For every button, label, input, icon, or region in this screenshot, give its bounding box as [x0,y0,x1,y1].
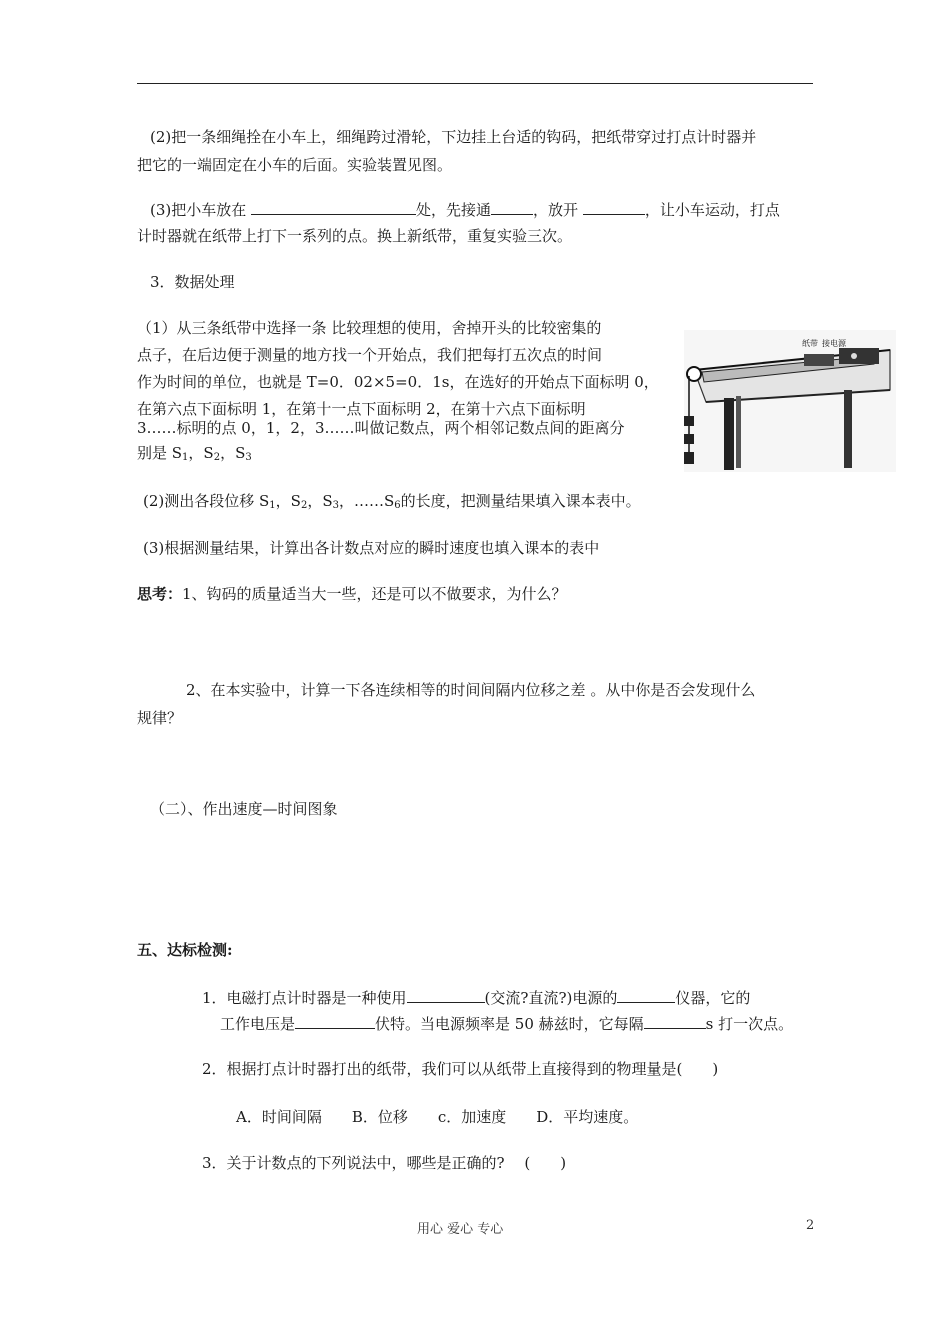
p3-line: (3)根据测量结果，计算出各计数点对应的瞬时速度也填入课本的表中 [143,539,600,557]
p1-line-5: 3……标明的点 0，1，2，3……叫做记数点，两个相邻记数点间的距离分 [137,419,625,437]
step3-line2: 计时器就在纸带上打下一系列的点。换上新纸带，重复实验三次。 [137,227,573,245]
p2-suffix: 的长度，把测量结果填入课本表中。 [400,492,641,510]
figure-label-tape: 纸带 [802,339,818,348]
think-label: 思考： [137,585,183,603]
blank-voltage [295,1012,375,1029]
q1-text-d: 工作电压是 [220,1015,296,1033]
step2-line2: 把它的一端固定在小车的后面。实验装置见图。 [137,156,453,174]
page-number: 2 [806,1218,815,1233]
blank-instrument [617,986,675,1003]
blank-interval [644,1012,706,1029]
step3-text-b: 处，先接通 [416,201,492,219]
think-q2-line2: 规律？ [137,709,183,727]
q1-text-e: 伏特。当电源频率是 50 赫兹时，它每隔 [375,1015,644,1033]
blank-release [583,198,645,215]
assessment-heading: 五、达标检测: [137,941,233,959]
blank-position [251,198,416,215]
q1-text-b: (交流?直流?)电源的 [484,989,618,1007]
think-q1 [137,579,567,609]
assess-q3: 3．关于计数点的下列说法中，哪些是正确的? ( ) [202,1154,567,1172]
vt-graph-heading: （二）、作出速度—时间图象 [150,800,338,818]
p1-line-6: 别是 $S_1$，$S_2$，$S_3$ [137,444,252,463]
p1-line-2: 点子，在后边便于测量的地方找一个开始点，我们把每打五次点的时间 [137,346,603,364]
q1-text-a: 1．电磁打点计时器是一种使用 [202,989,407,1007]
header-rule [137,83,813,84]
footer-slogan: 用心 爱心 专心 [417,1222,504,1237]
figure-label-power: 接电源 [822,339,846,348]
step3-text-d: ，让小车运动，打点 [644,201,780,219]
assess-q2: 2．根据打点计时器打出的纸带，我们可以从纸带上直接得到的物理量是( ) [202,1060,719,1078]
p1-last-prefix: 别是 S [137,444,183,462]
assess-q1-line2 [220,1009,793,1039]
think-q1-text: 1、钩码的质量适当大一些，还是可以不做要求，为什么？ [182,585,567,603]
p2-line: (2)测出各段位移 $S_1$，$S_2$，$S_3$，$\dots\dots S_6$的长度，把测量结果填入课本表中。 [143,492,641,511]
think-q2-line1: 2、在本实验中，计算一下各连续相等的时间间隔内位移之差 。从中你是否会发现什么 [186,681,756,699]
p1-line-4: 在第六点下面标明 1，在第十一点下面标明 2，在第十六点下面标明 [137,400,586,418]
p1-line-1: （1）从三条纸带中选择一条 比较理想的使用，舍掉开头的比较密集的 [137,319,602,337]
q1-text-f: s 打一次点。 [705,1015,794,1033]
p2-prefix: (2)测出各段位移 S [143,492,270,510]
q1-text-c: 仪器，它的 [675,989,751,1007]
blank-ac-dc [407,986,485,1003]
data-processing-heading: 3．数据处理 [150,273,235,291]
step3-text-a: (3)把小车放在 [150,201,252,219]
blank-power [491,198,533,215]
p1-line-3: 作为时间的单位，也就是 T=0．02×5=0．1s，在选好的开始点下面标明 0， [137,373,659,391]
apparatus-figure [684,330,896,472]
step2-line1: (2)把一条细绳拴在小车上，细绳跨过滑轮，下边挂上台适的钩码，把纸带穿过打点计时器并 [150,128,757,146]
assess-q2-options: A．时间间隔 B．位移 c．加速度 D．平均速度。 [236,1108,639,1126]
step3-text-c: ，放开 [533,201,583,219]
